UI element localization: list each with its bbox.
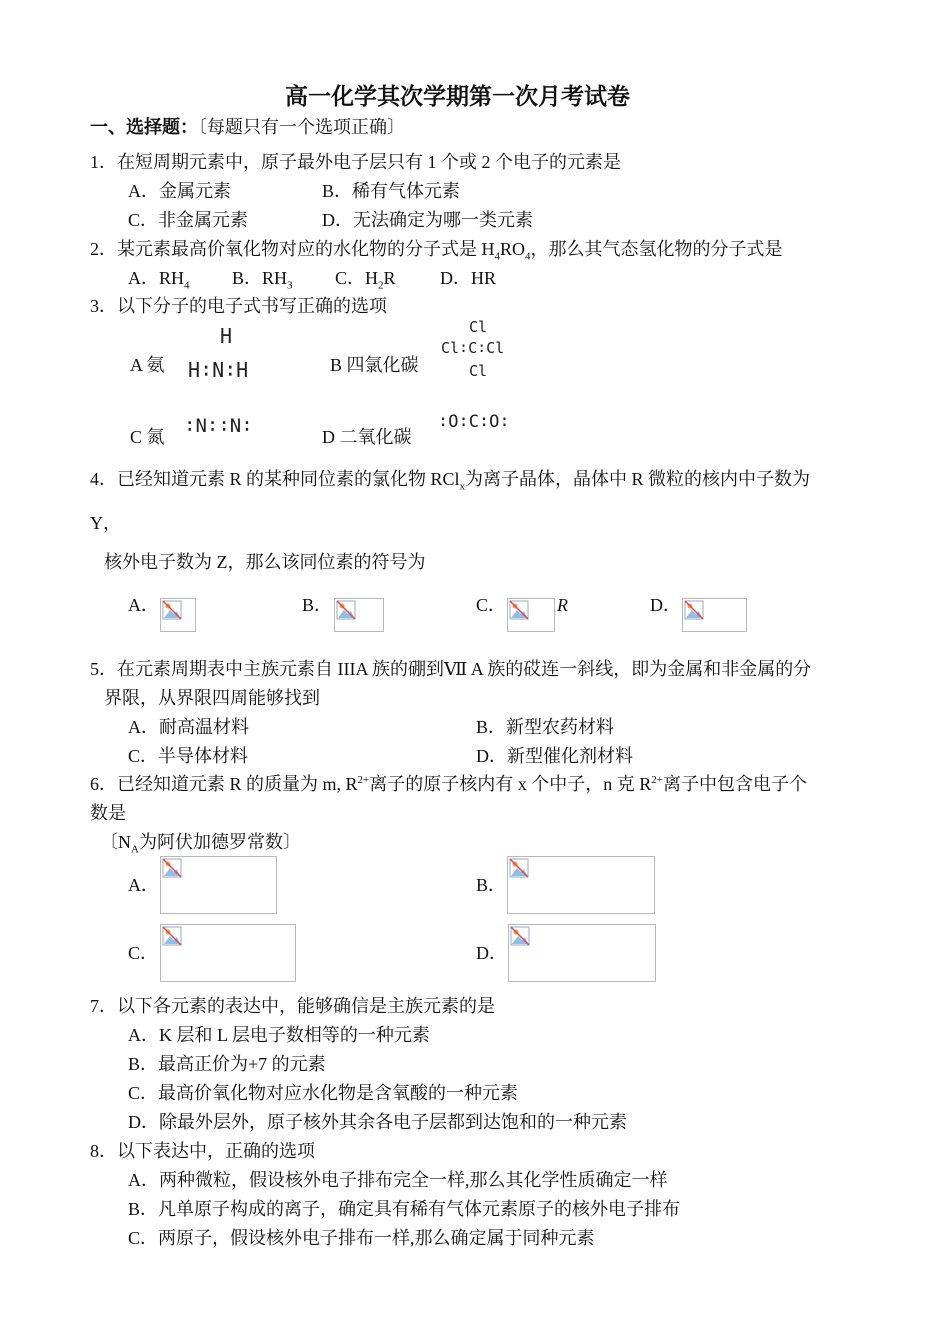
q3-option-a: A 氨 (130, 355, 165, 375)
q2-option-c: C．$H_2R$ (335, 268, 396, 292)
q4-stem-line2: Y， (90, 513, 121, 533)
q5-option-d: D．新型催化剂材料 (476, 746, 633, 766)
q3-option-c: C 氮 (130, 427, 165, 447)
q6-option-c-image (160, 924, 296, 982)
q7-option-a: A．K 层和 L 层电子数相等的一种元素 (128, 1025, 430, 1045)
q5-option-a: A．耐高温材料 (128, 717, 249, 737)
q7-option-c: C．最高价氧化物对应水化物是含氧酸的一种元素 (128, 1083, 519, 1103)
q1-option-b: B．稀有气体元素 (322, 181, 461, 201)
q4-stem-line3: 核外电子数为 Z，那么该同位素的符号为 (104, 552, 426, 572)
q5-stem-line2: 界限，从界限四周能够找到 (104, 688, 320, 708)
ccl4-lewis-top: Cl (469, 318, 488, 336)
broken-image-icon (162, 600, 182, 620)
q5-stem: 5．在元素周期表中主族元素自 IIIA 族的硼到Ⅶ A 族的砹连一斜线，即为金属和非金属的分 (90, 659, 812, 679)
q6-option-d: D． (476, 943, 507, 963)
q4-option-c: C． (476, 595, 507, 615)
q6-note: 〔$N_A$为阿伏加德罗常数〕 (100, 832, 301, 856)
q6-option-b: B． (476, 875, 507, 895)
q1-option-a: A．金属元素 (128, 181, 231, 201)
q7-option-d: D．除最外层外，原子核外其余各电子层都到达饱和的一种元素 (128, 1112, 627, 1132)
ccl4-lewis-bottom: Cl (469, 362, 488, 380)
q8-option-b: B．凡单原子构成的离子，确定具有稀有气体元素原子的核外电子排布 (128, 1199, 681, 1219)
q4-option-a: A． (128, 595, 159, 615)
q4-option-d: D． (650, 595, 681, 615)
broken-image-icon (162, 858, 182, 878)
section-heading (90, 118, 405, 137)
page-title: 高一化学其次学期第一次月考试卷 (285, 84, 630, 110)
broken-image-icon (336, 600, 356, 620)
broken-image-icon (162, 926, 182, 946)
q8-stem: 8．以下表达中，正确的选项 (90, 1141, 315, 1161)
q1-option-d: D．无法确定为哪一类元素 (322, 210, 533, 230)
section-note: 〔每题只有一个选项正确〕 (198, 117, 405, 137)
nh3-lewis-top: H (220, 324, 233, 348)
broken-image-icon (684, 600, 704, 620)
co2-lewis-structure: ∶O∶C∶O∶ (438, 412, 510, 432)
q2-option-a: A．$RH_4$ (128, 268, 190, 292)
q2-option-d: D．HR (440, 268, 497, 288)
q3-option-b: B 四氯化碳 (330, 355, 419, 375)
q5-option-b: B．新型农药材料 (476, 717, 615, 737)
q3-option-d: D 二氧化碳 (322, 427, 412, 447)
broken-image-icon (510, 926, 530, 946)
n2-lewis-structure: ∶N∶∶N∶ (184, 415, 253, 437)
q4-option-b-image (334, 598, 384, 632)
q3-stem: 3．以下分子的电子式书写正确的选项 (90, 296, 387, 316)
q1-stem: 1．在短周期元素中，原子最外电子层只有 1 个或 2 个电子的元素是 (90, 152, 621, 172)
q6-option-b-image (507, 856, 655, 914)
nh3-lewis-structure: H∶N∶H (188, 358, 249, 382)
q6-option-a-image (160, 856, 277, 914)
q4-option-b: B． (302, 595, 333, 615)
q7-option-b: B．最高正价为+7 的元素 (128, 1054, 326, 1074)
q4-option-c-image (507, 598, 555, 632)
q8-option-c: C．两原子，假设核外电子排布一样,那么确定属于同种元素 (128, 1228, 595, 1248)
q2-stem: 2．某元素最高价氧化物对应的水化物的分子式是 $H_4RO_4$，那么其气态氢化物的分子式是 (90, 239, 783, 263)
q6-option-c: C． (128, 943, 159, 963)
q4-option-a-image (160, 598, 196, 632)
q1-option-c: C．非金属元素 (128, 210, 249, 230)
q8-option-a: A．两种微粒，假设核外电子排布完全一样,那么其化学性质确定一样 (128, 1170, 668, 1190)
q7-stem: 7．以下各元素的表达中，能够确信是主族元素的是 (90, 996, 495, 1016)
section-label: 一、选择题： (90, 117, 198, 138)
q4-option-d-image (682, 598, 747, 632)
q2-option-b: B．$RH_3$ (232, 268, 293, 292)
q6-stem-line2: 数是 (90, 803, 126, 823)
q4-option-c-symbol: R (557, 595, 568, 615)
q6-option-d-image (508, 924, 656, 982)
ccl4-lewis-structure: Cl∶C∶Cl (441, 339, 505, 357)
q5-option-c: C．半导体材料 (128, 746, 249, 766)
broken-image-icon (509, 600, 529, 620)
q4-stem: 4．已经知道元素 R 的某种同位素的氯化物 RCl$_x$为离子晶体，晶体中 R 微粒的核内中子数为 (90, 469, 811, 493)
broken-image-icon (509, 858, 529, 878)
q6-option-a: A． (128, 875, 159, 895)
q6-stem: 6．已经知道元素 R 的质量为 m, $R^{2+}$离子的原子核内有 x 个中子，n 克 $R^{2+}$离子中包含电子个 (90, 774, 807, 794)
